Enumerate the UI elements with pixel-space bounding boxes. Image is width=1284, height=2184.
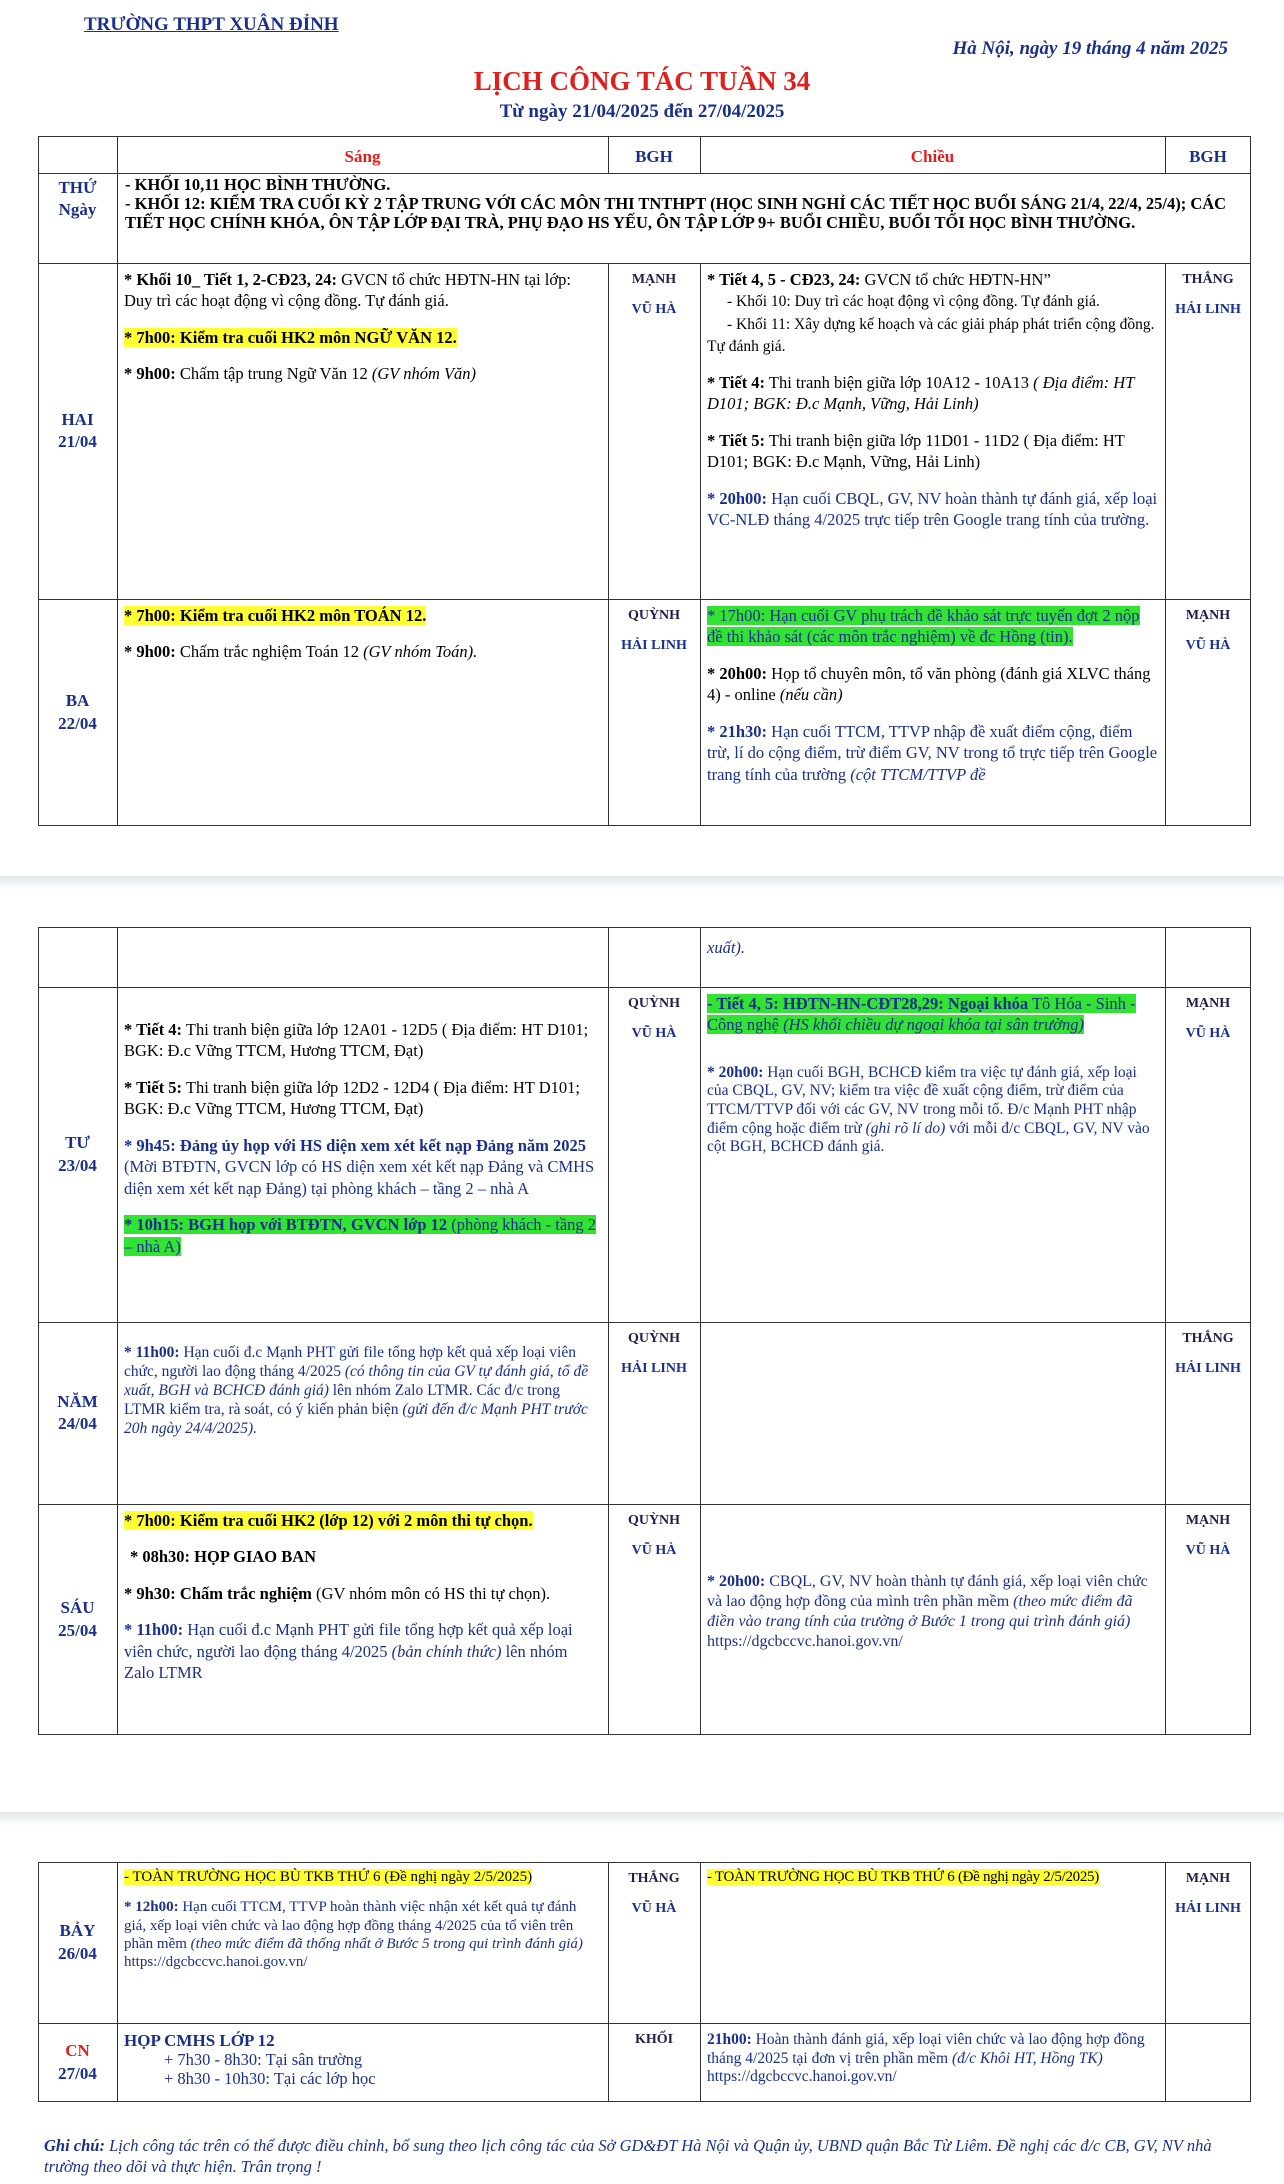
bgh-name: HẢI LINH [1175,1900,1241,1916]
bgh-name: MẠNH [631,272,677,287]
day-date: 21/04 [58,432,97,451]
wednesday-am-item-1: * Tiết 4: Thi tranh biện giữa lớp 12A01 - 12D5 ( Địa điểm: HT D101; BGK: Đ.c Vững TTCM, Hương TTCM, Đạt) [124,1020,589,1061]
wednesday-bgh-morning [608,987,700,1322]
general-notice [117,173,1251,263]
bgh-name: MẠNH [1185,608,1231,623]
bgh-name: QUỲNH [627,608,681,623]
wednesday-am-item-2: * Tiết 5: Thi tranh biện giữa lớp 12D2 - 12D4 ( Địa điểm: HT D101; BGK: Đ.c Vững TTCM, Hương TTCM, Đạt) [124,1077,580,1119]
thursday-bgh-afternoon [1165,1322,1251,1504]
column-header-afternoon: Chiều [910,147,955,166]
tuesday-bgh-afternoon [1165,599,1251,826]
saturday-pm-item-1: - TOÀN TRƯỜNG HỌC BÙ TKB THỨ 6 (Đề nghị ngày 2/5/2025) [707,1869,1099,1885]
day-date: 23/04 [58,1155,97,1175]
day-column-header [38,173,117,263]
bgh-name: HẢI LINH [621,637,687,653]
monday-am-item-1: * Khối 10_ Tiết 1, 2-CĐ23, 24: GVCN tổ chức HĐTN-HN tại lớp: Duy trì các hoạt động vì cộng đồng. Tự đánh giá. [124,270,571,311]
monday-morning [117,263,608,599]
day-name: BẢY [59,1921,96,1941]
day-name: HAI [61,409,94,429]
thursday-morning [117,1322,608,1504]
saturday-bgh-afternoon [1165,1862,1251,2023]
bgh-name: VŨ HÀ [631,301,677,317]
wednesday-pm-item-2: * 20h00: Hạn cuối BGH, BCHCĐ kiểm tra việc tự đánh giá, xếp loại của CBQL, GV, NV; kiểm tra việc đề xuất cộng điểm, trừ điểm của TTCM/TTVP đối với các GV, NV trong mỗi tổ. Đ/c Mạnh PHT nhập điểm cộng hoặc điểm trừ (ghi rõ lí do) với mỗi đ/c CBQL, GV, NV vào cột BGH, BCHCĐ đánh giá. [707,1063,1150,1156]
monday-pm-item-4: * 20h00: Hạn cuối CBQL, GV, NV hoàn thành tự đánh giá, xếp loại VC-NLĐ tháng 4/2025 trực tiếp trên Google trang tính của trường. [707,488,1158,530]
bgh-name: MẠNH [1185,996,1231,1011]
saturday-bgh-morning [608,1862,700,2023]
day-cell-monday [38,263,117,599]
day-name: TƯ [65,1133,90,1153]
day-name: CN [65,2041,90,2061]
bgh-name: QUỲNH [627,1513,681,1528]
friday-am-item-3: * 9h30: Chấm trắc nghiệm (GV nhóm môn có HS thi tự chọn). [124,1583,551,1603]
monday-pm-item-3: * Tiết 5: Thi tranh biện giữa lớp 11D01 - 11D2 ( Địa điểm: HT D101; BGK: Đ.c Mạnh, Vững, Hải Linh) [707,430,1125,472]
day-date: 26/04 [58,1943,97,1963]
wednesday-morning [117,987,608,1322]
day-cell-thursday [38,1322,117,1504]
saturday-morning [117,1862,608,2023]
monday-pm-item-1: * Tiết 4, 5 - CĐ23, 24: GVCN tổ chức HĐTN-HN” - Khối 10: Duy trì các hoạt động vì cộng đồng. Tự đánh giá. - Khối 11: Xây dựng kế hoạch và các giải pháp phát triển cộng đồng. Tự đánh giá. [707,270,1155,355]
wednesday-bgh-afternoon [1165,987,1251,1322]
bgh-name: VŨ HÀ [631,1900,677,1916]
day-date: 27/04 [58,2063,97,2083]
day-name: BA [65,691,90,711]
day-date: 24/04 [58,1414,97,1433]
day-cell-wednesday [38,987,117,1322]
sunday-bgh-morning [608,2023,700,2102]
saturday-am-item-2: * 12h00: Hạn cuối TTCM, TTVP hoàn thành việc nhận xét kết quả tự đánh giá, xếp loại viên chức và lao động hợp đồng tháng 4/2025 của tổ viên trên phần mềm (theo mức điểm đã thống nhất ở Bước 5 trong qui trình đánh giá) https://dgcbccvc.hanoi.gov.vn/ [124,1899,583,1971]
thursday-afternoon [700,1322,1165,1504]
bgh-name: KHỐI [634,2032,674,2047]
page-break [0,876,1284,890]
tuesday-bgh-morning [608,599,700,826]
saturday-am-item-1: - TOÀN TRƯỜNG HỌC BÙ TKB THỨ 6 (Đề nghị ngày 2/5/2025) [124,1869,533,1885]
sunday-am-item-1: HỌP CMHS LỚP 12 [124,2031,275,2050]
monday-am-item-2: * 7h00: Kiểm tra cuối HK2 môn NGỮ VĂN 12. [124,327,457,347]
school-name: TRƯỜNG THPT XUÂN ĐỈNH [84,14,339,35]
monday-afternoon [700,263,1165,599]
bgh-name: VŨ HÀ [1185,1542,1231,1558]
page-title: LỊCH CÔNG TÁC TUẦN 34 [473,66,811,96]
sunday-morning [117,2023,608,2102]
friday-pm-item-1: * 20h00: CBQL, GV, NV hoàn thành tự đánh giá, xếp loại viên chức và lao động hợp đồng của mình trên phần mềm (theo mức điểm đã điền vào trang tính của trường ở Bước 1 trong qui trình đánh giá) https://dgcbccvc.hanoi.gov.vn/ [707,1573,1148,1650]
tuesday-pm-item-1: * 17h00: Hạn cuối GV phụ trách đề khảo sát trực tuyến đợt 2 nộp đề thi khảo sát (các môn trắc nghiệm) về đc Hồng (tin). [707,606,1140,647]
sunday-am-item-2: + 7h30 - 8h30: Tại sân trường [164,2049,363,2069]
bgh-name: VŨ HÀ [631,1542,677,1558]
friday-bgh-afternoon [1165,1504,1251,1735]
general-notice-line-1: - KHỐI 10,11 HỌC BÌNH THƯỜNG. [125,175,391,194]
date-label: Ngày [58,200,97,220]
bgh-name: THẮNG [1182,1331,1234,1346]
day-cell-friday [38,1504,117,1735]
wednesday-pm-item-1: - Tiết 4, 5: HĐTN-HN-CĐT28,29: Ngoại khóa Tô Hóa - Sinh - Công nghệ (HS khối chiều dự ngoại khóa tại sân trường) [707,994,1136,1035]
monday-pm-item-2: * Tiết 4: Thi tranh biện giữa lớp 10A12 - 10A13 ( Địa điểm: HT D101; BGK: Đ.c Mạnh, Vững, Hải Linh) [707,372,1135,414]
friday-am-item-4: * 11h00: Hạn cuối đ.c Mạnh PHT gửi file tổng hợp kết quả xếp loại viên chức, người lao động tháng 4/2025 (bản chính thức) lên nhóm Zalo LTMR [124,1620,573,1683]
day-name: NĂM [57,1391,98,1411]
bgh-name: QUỲNH [627,996,681,1011]
friday-am-item-1: * 7h00: Kiểm tra cuối HK2 (lớp 12) với 2 môn thi tự chọn. [124,1511,533,1530]
tuesday-morning [117,599,608,826]
tuesday-am-item-2: * 9h00: Chấm trắc nghiệm Toán 12 (GV nhóm Toán). [124,642,478,662]
saturday-afternoon [700,1862,1165,2023]
wednesday-am-item-3: * 9h45: Đảng ủy họp với HS diện xem xét kết nạp Đảng năm 2025 (Mời BTĐTN, GVCN lớp có HS diện xem xét kết nạp Đảng và CMHS diện xem xét kết nạp Đảng) tại phòng khách – tầng 2 – nhà A [124,1135,595,1198]
bgh-name: VŨ HÀ [1185,637,1231,653]
thursday-am-item-1: * 11h00: Hạn cuối đ.c Mạnh PHT gửi file tổng hợp kết quả xếp loại viên chức, người lao động tháng 4/2025 (có thông tin của GV tự đánh giá, tổ đề xuất, BGH và BCHCĐ đánh giá) lên nhóm Zalo LTMR. Các đ/c trong LTMR kiểm tra, rà soát, có ý kiến phản biện (gửi đến đ/c Mạnh PHT trước 20h ngày 24/4/2025). [124,1344,589,1437]
general-notice-line-2: - KHỐI 12: KIỂM TRA CUỐI KỲ 2 TẬP TRUNG VỚI CÁC MÔN THI TNTHPT (HỌC SINH NGHỈ CÁC TIẾT HỌC BUỔI SÁNG 21/4, 22/4, 25/4); CÁC TIẾT HỌC CHÍNH KHÓA, ÔN TẬP LỚP ĐẠI TRÀ, PHỤ ĐẠO HS YẾU, ÔN TẬP LỚP 9+ BUỔI CHIỀU, BUỔI TỐI HỌC BÌNH THƯỜNG. [125,193,1227,232]
bgh-name: HẢI LINH [621,1360,687,1376]
friday-bgh-morning [608,1504,700,1735]
bgh-name: MẠNH [1185,1513,1231,1528]
monday-am-item-3: * 9h00: Chấm tập trung Ngữ Văn 12 (GV nhóm Văn) [124,364,477,384]
footer-note: Ghi chú: Lịch công tác trên có thể được điều chỉnh, bổ sung theo lịch công tác của Sở GD&ĐT Hà Nội và Quận ủy, UBND quận Bắc Từ Liêm. Đề nghị các đ/c CB, GV, NV nhà trường theo dõi và thực hiện. Trân trọng ! [44,2136,1212,2177]
page-break [0,1812,1284,1826]
column-header-morning: Sáng [344,147,381,166]
thursday-bgh-morning [608,1322,700,1504]
wednesday-afternoon [700,987,1165,1322]
tuesday-pm-item-2: * 20h00: Họp tổ chuyên môn, tổ văn phòng (đánh giá XLVC tháng 4) - online (nếu cần) [707,663,1151,705]
bgh-name: HẢI LINH [1175,1360,1241,1376]
day-cell-sunday [38,2023,117,2102]
date-range: Từ ngày 21/04/2025 đến 27/04/2025 [499,101,785,122]
tuesday-pm-item-3: * 21h30: Hạn cuối TTCM, TTVP nhập đề xuất điểm cộng, điểm trừ, lí do cộng điểm, trừ điểm GV, NV trong tổ trực tiếp trên Google trang tính của trường (cột TTCM/TTVP đề [707,721,1158,784]
bgh-name: VŨ HÀ [1185,1025,1231,1041]
day-cell-tuesday [38,599,117,826]
friday-afternoon [700,1504,1165,1735]
tuesday-afternoon-continued: xuất). [707,938,746,957]
day-cell-saturday [38,1862,117,2023]
monday-bgh-afternoon [1165,263,1251,599]
day-label: THỨ [58,178,97,197]
column-header-bgh-afternoon: BGH [1189,147,1227,166]
friday-morning [117,1504,608,1735]
date-line: Hà Nội, ngày 19 tháng 4 năm 2025 [952,38,1228,59]
day-date: 22/04 [58,713,97,733]
friday-am-item-2: * 08h30: HỌP GIAO BAN [130,1547,317,1567]
sunday-bgh-afternoon [1165,2023,1251,2102]
bgh-name: HẢI LINH [1175,301,1241,317]
bgh-name: MẠNH [1185,1871,1231,1886]
sunday-am-item-3: + 8h30 - 10h30: Tại các lớp học [164,2068,376,2088]
wednesday-am-item-4: * 10h15: BGH họp với BTĐTN, GVCN lớp 12 (phòng khách - tầng 2 – nhà A) [124,1215,597,1256]
tuesday-am-item-1: * 7h00: Kiểm tra cuối HK2 môn TOÁN 12. [124,606,427,625]
bgh-name: THẮNG [1182,272,1234,287]
monday-bgh-morning [608,263,700,599]
tuesday-afternoon [700,599,1165,826]
sunday-afternoon: 21h00: Hoàn thành đánh giá, xếp loại viên chức và lao động hợp đồng tháng 4/2025 tại đơn vị trên phần mềm (đ/c Khôi HT, Hồng TK) https://dgcbccvc.hanoi.gov.vn/ [707,2031,1145,2086]
column-header-bgh-morning: BGH [635,147,673,166]
day-date: 25/04 [58,1620,97,1640]
bgh-name: VŨ HÀ [631,1025,677,1041]
day-name: SÁU [60,1598,95,1618]
bgh-name: QUỲNH [627,1331,681,1346]
bgh-name: THẮNG [628,1871,680,1886]
